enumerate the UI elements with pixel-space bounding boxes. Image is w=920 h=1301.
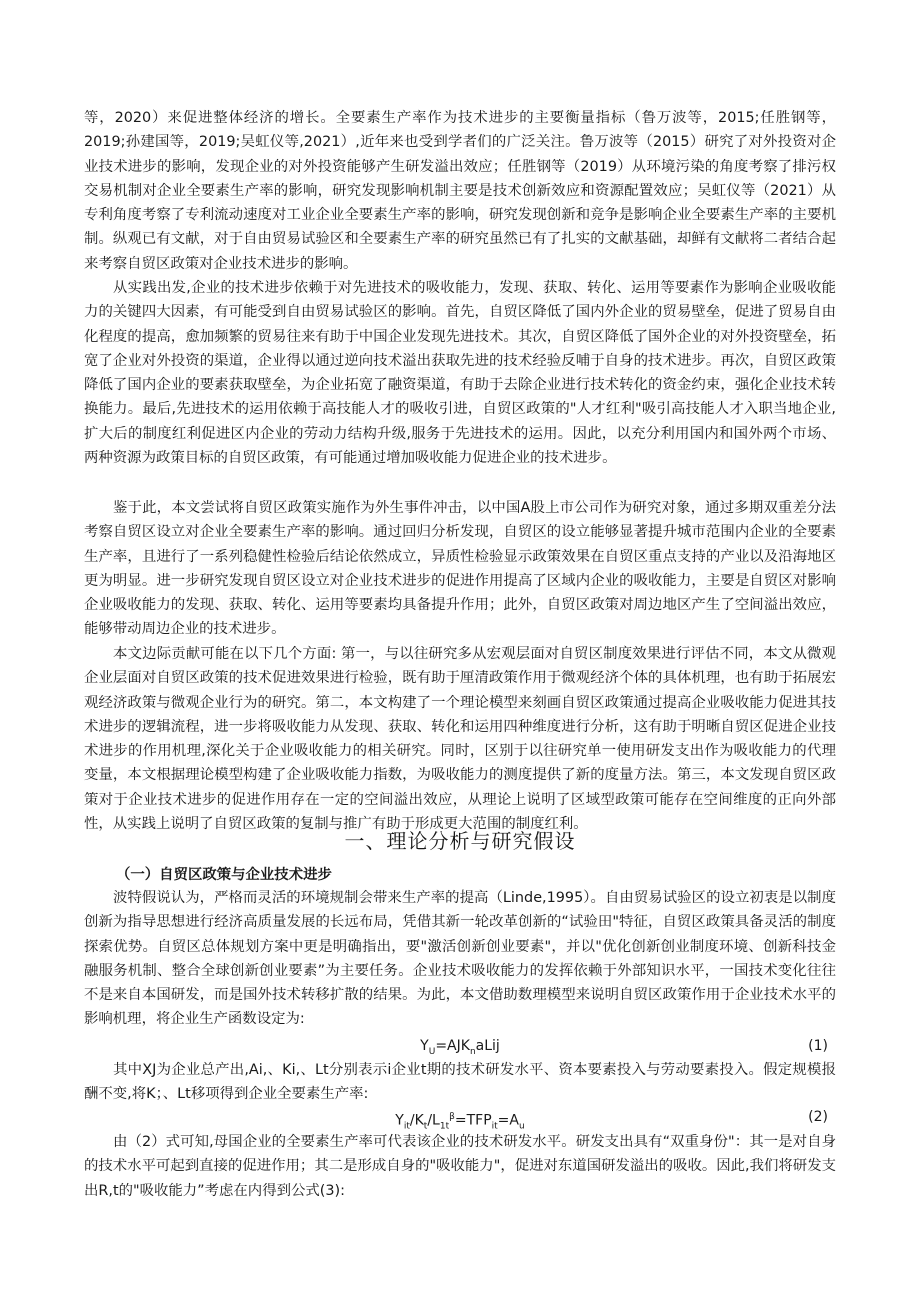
paragraph-porter-hypothesis: 波特假说认为，严格而灵活的环境规制会带来生产率的提高（Linde,1995）。自由贸易试验区的设立初衷是以制度创新为指导思想进行经济高质量发展的长远布局，凭借其新一轮改革创新的“试验田"特征，自贸区政策具备灵活的制度探索优势。自贸区总体规划方案中更是明确指出，要"激活创新创业要素"，并以"优化创新创业制度环境、创新科技金融服务机制、整合全球创新创业要素”为主要任务。企业技术吸收能力的发挥依赖于外部知识水平，一国技术变化往往不是来自本国研发，而是国外技术转移扩散的结果。为此，本文借助数理模型来说明自贸区政策作用于企业技术水平的影响机理，将企业生产函数设定为: [84, 890, 836, 1028]
equation-2-number: (2) [808, 1109, 828, 1125]
equation-1 [84, 1035, 836, 1057]
equation-2-formula: $Y_{it}/K_t/L_{1t}^\beta=TFP_{it}=A_u$ [395, 1112, 525, 1132]
paragraph-absorptive-capacity: 由（2）式可知,母国企业的全要素生产率可代表该企业的技术研发水平。研发支出具有“双重身份"：其一是对自身的技术水平可起到直接的促进作用；其二是形成自身的"吸收能力"，促进对东道国研发溢出的吸收。因此,我们将研发支出R,t的"吸收能力”考虑在内得到公式(3): [84, 1134, 836, 1199]
subsection-title: （一）自贸区政策与企业技术进步 [116, 867, 332, 883]
paragraph-practice-mechanism: 从实践出发,企业的技术进步依赖于对先进技术的吸收能力，发现、获取、转化、运用等要素作为影响企业吸收能力的关键四大因素，有可能受到自由贸易试验区的影响。首先，自贸区降低了国内外企业的贸易壁垒，促进了贸易自由化程度的提高，愈加频繁的贸易往来有助于中国企业发现先进技术。其次，自贸区降低了国外企业的对外投资壁垒，拓宽了企业对外投资的渠道，企业得以通过逆向技术溢出获取先进的技术经验反哺于自身的技术进步。再次，自贸区政策降低了国内企业的要素获取壁垒，为企业拓宽了融资渠道，有助于去除企业进行技术转化的资金约束，强化企业技术转换能力。最后,先进技术的运用依赖于高技能人才的吸收引进，自贸区政策的"人才红利"吸引高技能人才入职当地企业,扩大后的制度红利促进区内企业的劳动力结构升级,服务于先进技术的运用。因此，以充分利用国内和国外两个市场、两种资源为政策目标的自贸区政策，有可能通过增加吸收能力促进企业的技术进步。 [84, 280, 836, 467]
equation-1-number: (1) [808, 1038, 828, 1054]
equation-2 [84, 1106, 836, 1132]
section-title: 一、理论分析与研究假设 [344, 829, 576, 853]
paragraph-literature-review: 等，2020）来促进整体经济的增长。全要素生产率作为技术进步的主要衡量指标（鲁万波等，2015;任胜钢等，2019;孙建国等，2019;吴虹仪等,2021）,近年来也受到学者们的广泛关注。鲁万波等（2015）研究了对外投资对企业技术进步的影响，发现企业的对外投资能够产生研发溢出效应；任胜钢等（2019）从环境污染的角度考察了排污权交易机制对企业全要素生产率的影响，研究发现影响机制主要是技术创新效应和资源配置效应；吴虹仪等（2021）从专利角度考察了专利流动速度对工业企业全要素生产率的影响，研究发现创新和竞争是影响企业全要素生产率的主要机制。纵观已有文献，对于自由贸易试验区和全要素生产率的研究虽然已有了扎实的文献基础，却鲜有文献将二者结合起来考察自贸区政策对企业技术进步的影响。 [84, 110, 836, 272]
paragraph-research-summary: 鉴于此，本文尝试将自贸区政策实施作为外生事件冲击，以中国A股上市公司作为研究对象，通过多期双重差分法考察自贸区设立对企业全要素生产率的影响。通过回归分析发现，自贸区的设立能够显著提升城市范围内企业的全要素生产率，且进行了一系列稳健性检验后结论依然成立，异质性检验显示政策效果在自贸区重点支持的产业以及沿海地区更为明显。进一步研究发现自贸区设立对企业技术进步的促进作用提高了区域内企业的吸收能力，主要是自贸区对影响企业吸收能力的发现、获取、转化、运用等要素均具备提升作用；此外，自贸区政策对周边地区产生了空间溢出效应，能够带动周边企业的技术进步。 [84, 500, 836, 638]
paragraph-variable-definition: 其中XJ为企业总产出,Ai,、Ki,、Lt分别表示i企业t期的技术研发水平、资本要素投入与劳动要素投入。假定规模报酬不变,将K；、Lt移项得到企业全要素生产率: [84, 1062, 836, 1103]
paragraph-marginal-contribution: 本文边际贡献可能在以下几个方面: 第一，与以往研究多从宏观层面对自贸区制度效果进行评估不同，本文从微观企业层面对自贸区政策的技术促进效果进行检验，既有助于厘清政策作用于微观经济个体的具体机理，也有助于拓展宏观经济政策与微观企业行为的研究。第二，本文构建了一个理论模型来刻画自贸区政策通过提高企业吸收能力促进其技术进步的逻辑流程，进一步将吸收能力从发现、获取、转化和运用四种维度进行分析，这有助于明晰自贸区促进企业技术进步的作用机理,深化关于企业吸收能力的相关研究。同时，区别于以往研究单一使用研发支出作为吸收能力的代理变量，本文根据理论模型构建了企业吸收能力指数，为吸收能力的测度提供了新的度量方法。第三，本文发现自贸区政策对于企业技术进步的促进作用存在一定的空间溢出效应，从理论上说明了区域型政策可能存在空间维度的正向外部性，从实践上说明了自贸区政策的复制与推广有助于形成更大范围的制度红利。 [84, 646, 836, 833]
equation-1-formula: $Y_U=AJK_naLij$ [420, 1038, 500, 1057]
